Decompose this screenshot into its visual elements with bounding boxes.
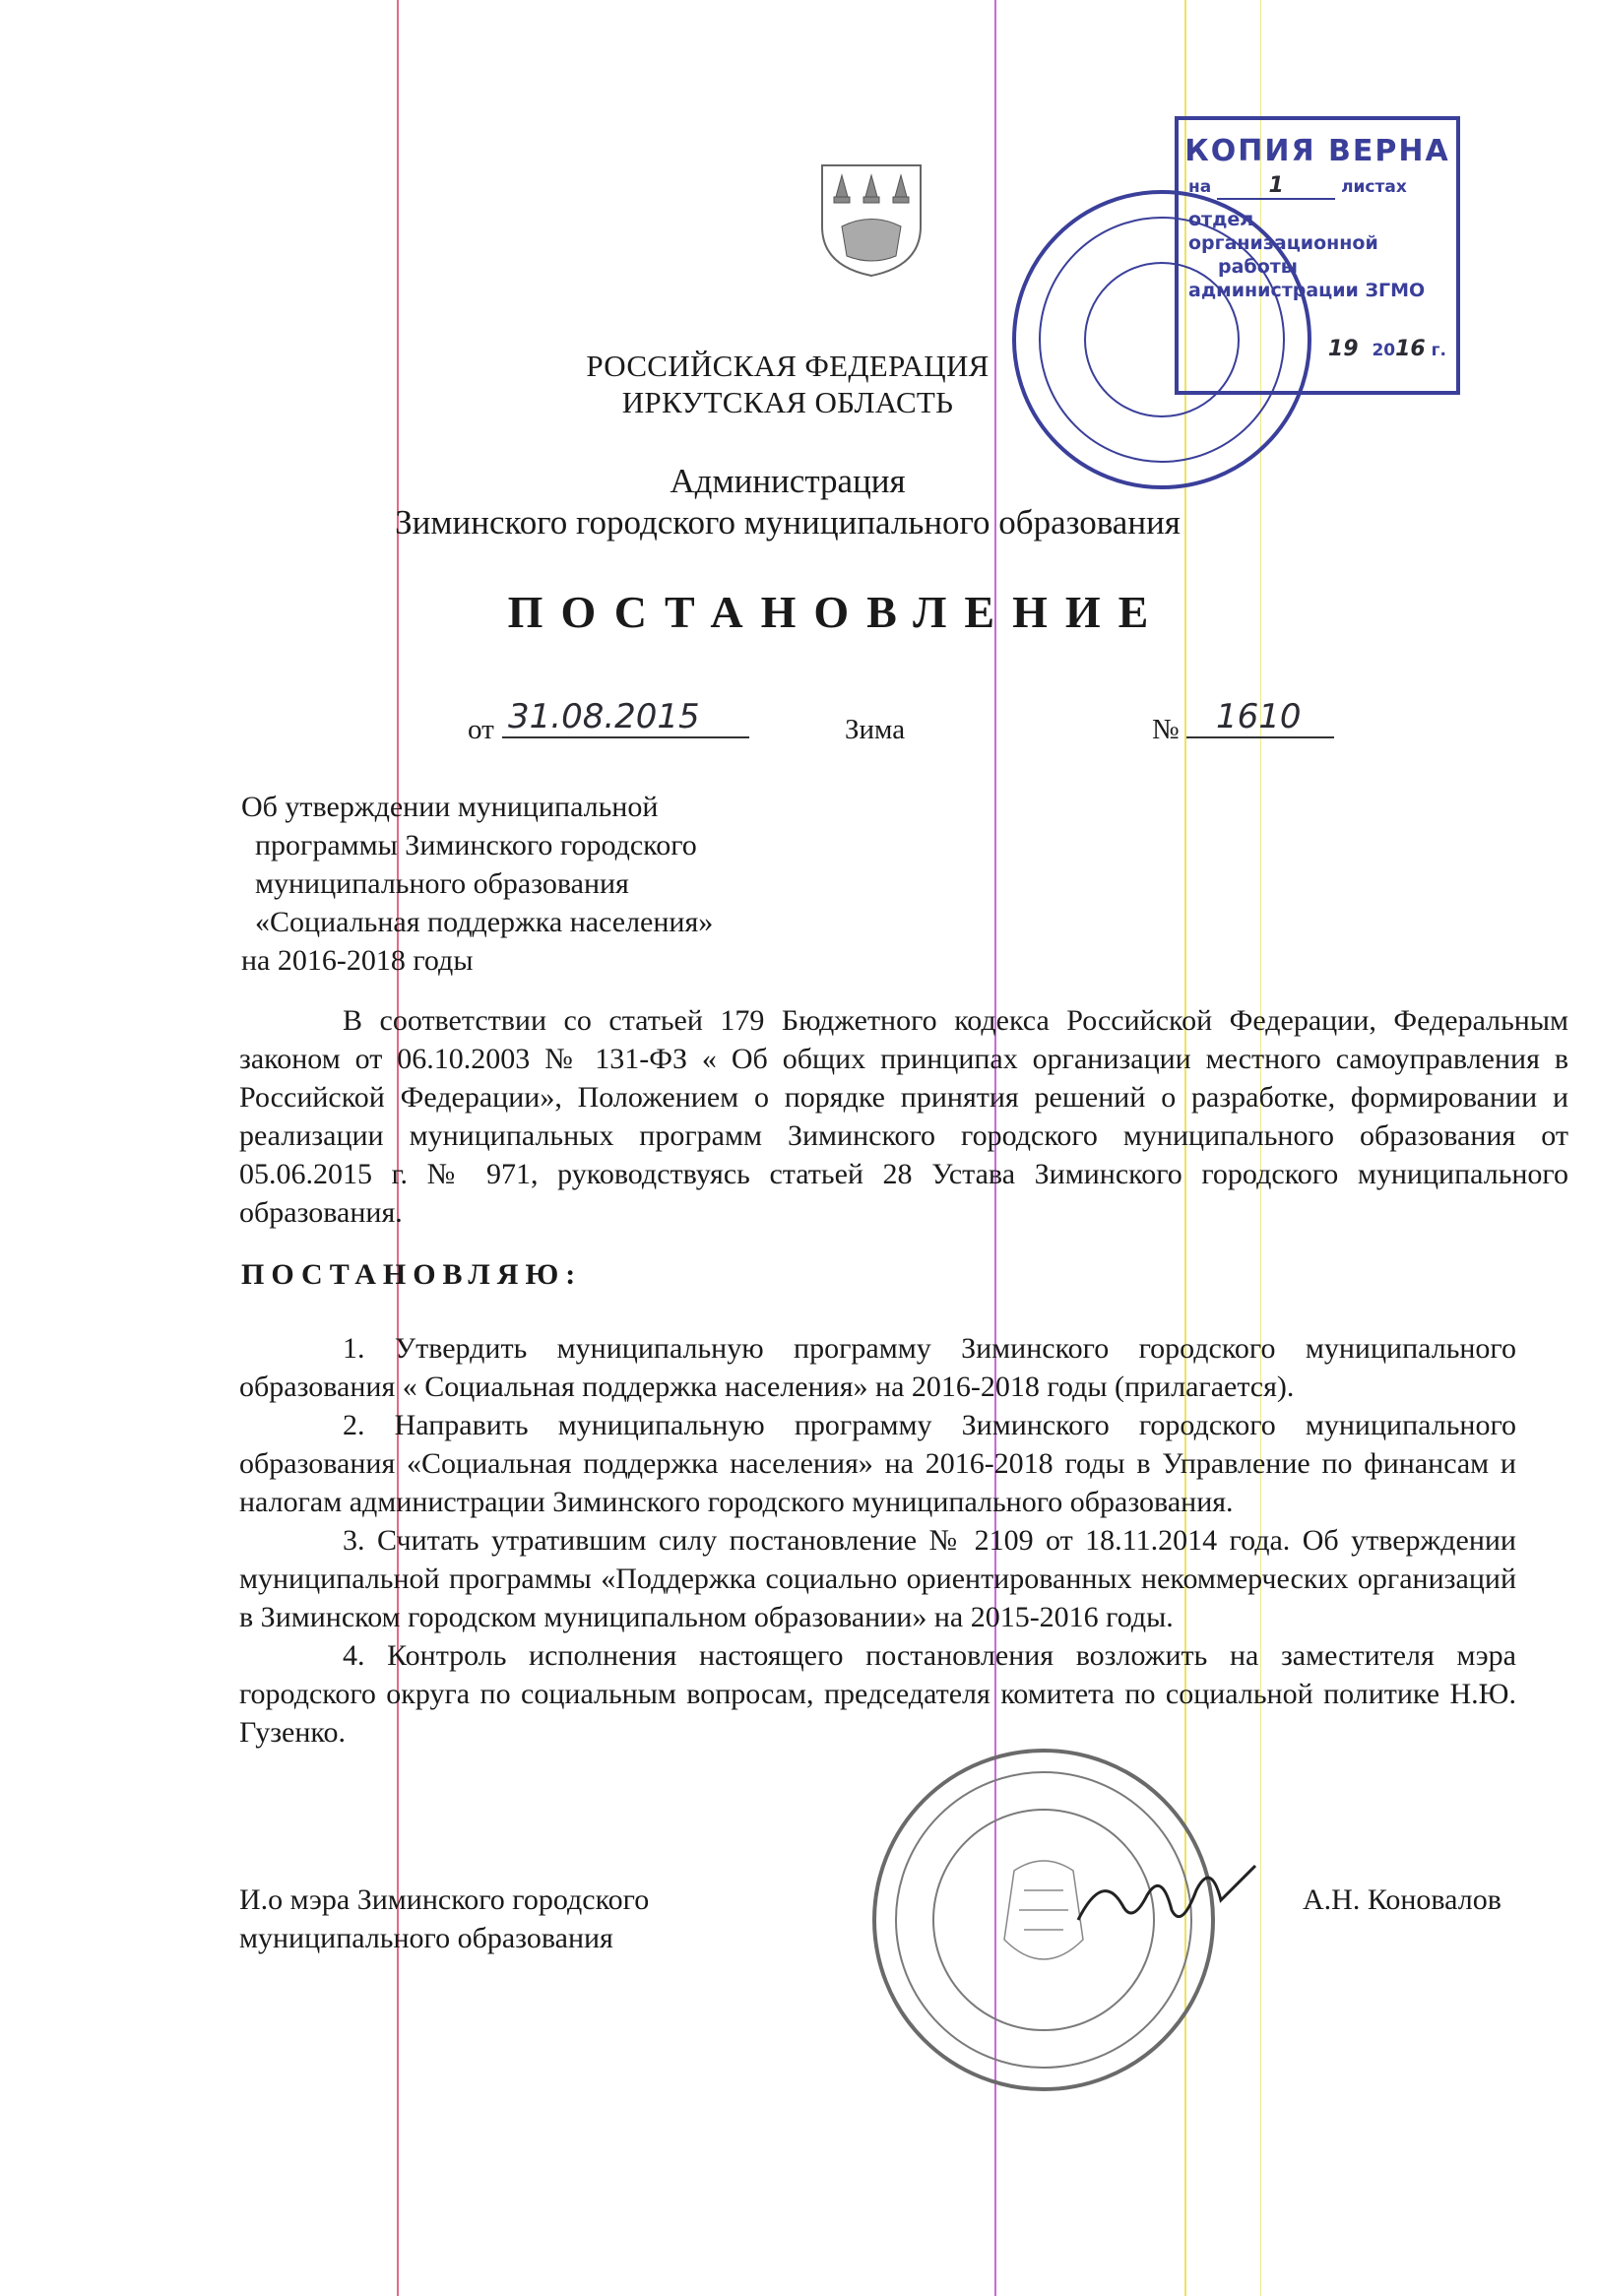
stamp-dept-line: работы [1218,256,1298,278]
admin-subtitle: Зиминского городского муниципального образования [395,503,1181,542]
handwritten-signature [1073,1851,1260,1940]
preamble-paragraph: В соответствии со статьей 179 Бюджетного кодекса Российской Федерации, Федеральным законом от 06.10.2003 № 131-ФЗ « Об общих принципах организации местного самоуправления в Российской Федерации», Положением о порядке принятия решений о разработке, формировании и реализации муниципальных программ Зиминского городского муниципального образования от 05.06.2015 г. № 971, руководствуясь статьей 28 Устава Зиминского городского муниципального образования. [239,1004,1568,1229]
stamp-dept-line: администрации ЗГМО [1188,280,1426,301]
subject-line: на 2016-2018 годы [241,944,474,977]
stamp-sheets-row [1179,174,1456,200]
subject-line: «Социальная поддержка населения» [255,906,714,938]
stamp-date-year: 16 [1395,337,1426,361]
subject-block [241,788,793,980]
coat-of-arms-icon [812,158,930,281]
position-line: И.о мэра Зиминского городского [239,1883,650,1916]
stamp-date-day: 19 [1327,337,1359,361]
stamp-title: КОПИЯ ВЕРНА [1184,134,1450,168]
decree-item: 4. Контроль исполнения настоящего постановления возложить на заместителя мэра городского округа по социальным вопросам, председателя комитета по социальной политике Н.Ю. Гузенко. [239,1639,1516,1749]
subject-line: Об утверждении муниципальной [241,791,659,823]
from-label: от [468,714,494,745]
stamp-sheets-label: листах [1341,177,1407,197]
decree-item: 2. Направить муниципальную программу Зиминского городского муниципального образования «Социальная поддержка населения» на 2016-2018 годы в Управление по финансам и налогам администрации Зиминского городского муниципального образования. [239,1409,1516,1518]
region-name: ИРКУТСКАЯ ОБЛАСТЬ [621,385,954,419]
stamp-sheets-count: 1 [1217,174,1335,200]
decree-items [239,1329,1516,1752]
admin-title: Администрация [670,462,906,500]
country-name: РОССИЙСКАЯ ФЕДЕРАЦИЯ [586,349,990,383]
position-line: муниципального образования [239,1922,613,1954]
subject-line: программы Зиминского городского [255,829,697,861]
subject-line: муниципального образования [255,867,629,900]
stamp-year-suffix: г. [1431,341,1446,360]
document-date: 31.08.2015 [502,697,749,738]
number-label: № [1152,714,1180,745]
stamp-date-row [1179,338,1456,362]
stamp-year-prefix: 20 [1372,341,1396,360]
copy-certified-stamp [1175,116,1460,395]
city-name: Зима [845,714,906,745]
decree-item: 1. Утвердить муниципальную программу Зиминского городского муниципального образования « Социальная поддержка населения» на 2016-2018 годы (прилагается). [239,1332,1516,1403]
document-type: ПОСТАНОВЛЕНИЕ [507,587,1167,637]
decree-word: ПОСТАНОВЛЯЮ: [241,1258,583,1291]
document-number: 1610 [1186,697,1334,738]
stamp-dept-line: отдел организационной [1188,209,1378,254]
signatory-position [239,1881,649,1957]
decree-item: 3. Считать утратившим силу постановление № 2109 от 18.11.2014 года. Об утверждении муниципальной программы «Поддержка социально ориентированных некоммерческих организаций в Зиминском городском муниципальном образовании» на 2015-2016 годы. [239,1524,1516,1633]
stamp-on-label: на [1188,177,1212,197]
signatory-name: А.Н. Коновалов [1303,1883,1501,1916]
